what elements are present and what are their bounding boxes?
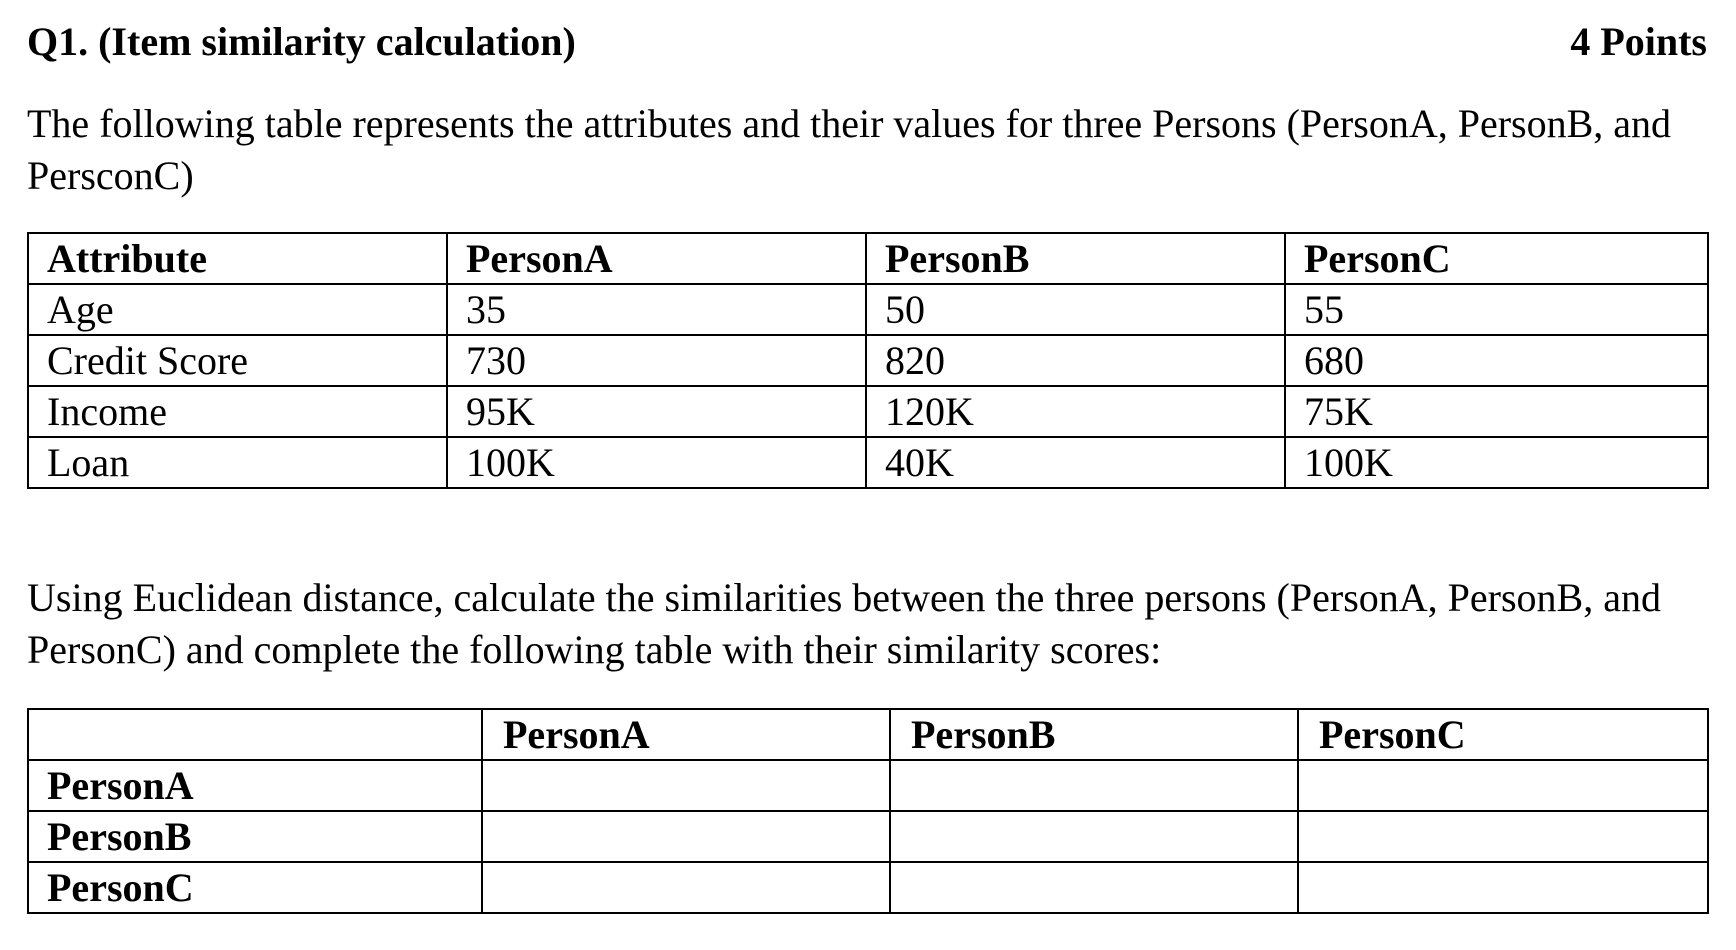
table-row xyxy=(28,437,1708,488)
instruction-paragraph: Using Euclidean distance, calculate the similarities between the three persons (PersonA, PersonB, and PersonC) and complete the following table with their similarity scores: xyxy=(27,575,1661,672)
question-points: 4 Points xyxy=(1570,19,1707,64)
table-header-row xyxy=(28,709,1708,760)
table-row xyxy=(28,335,1708,386)
similarity-score-cell[interactable] xyxy=(1298,760,1708,811)
table-row xyxy=(28,811,1708,862)
value-cell: 820 xyxy=(866,335,1285,386)
row-label-cell: PersonB xyxy=(28,811,482,862)
similarity-score-cell[interactable] xyxy=(890,811,1298,862)
header-cell: Attribute xyxy=(28,233,447,284)
header-cell: PersonC xyxy=(1285,233,1708,284)
similarity-score-cell[interactable] xyxy=(890,760,1298,811)
value-cell: 100K xyxy=(1285,437,1708,488)
header-cell: PersonA xyxy=(482,709,890,760)
header-cell: PersonA xyxy=(447,233,866,284)
row-label-cell: PersonA xyxy=(28,760,482,811)
similarity-score-cell[interactable] xyxy=(890,862,1298,913)
similarity-score-cell[interactable] xyxy=(1298,811,1708,862)
table-row xyxy=(28,386,1708,437)
value-cell: 50 xyxy=(866,284,1285,335)
attribute-cell: Age xyxy=(28,284,447,335)
value-cell: 55 xyxy=(1285,284,1708,335)
similarity-score-cell[interactable] xyxy=(1298,862,1708,913)
table-header-row xyxy=(28,233,1708,284)
table-row xyxy=(28,284,1708,335)
row-label-cell: PersonC xyxy=(28,862,482,913)
header-cell-empty xyxy=(28,709,482,760)
value-cell: 95K xyxy=(447,386,866,437)
attributes-table xyxy=(27,232,1709,489)
similarity-score-cell[interactable] xyxy=(482,760,890,811)
attribute-cell: Credit Score xyxy=(28,335,447,386)
value-cell: 680 xyxy=(1285,335,1708,386)
question-header xyxy=(27,16,1707,68)
value-cell: 100K xyxy=(447,437,866,488)
value-cell: 730 xyxy=(447,335,866,386)
header-cell: PersonB xyxy=(866,233,1285,284)
value-cell: 120K xyxy=(866,386,1285,437)
table-row xyxy=(28,760,1708,811)
question-title: Q1. (Item similarity calculation) xyxy=(27,19,576,64)
similarity-score-cell[interactable] xyxy=(482,811,890,862)
value-cell: 35 xyxy=(447,284,866,335)
attribute-cell: Loan xyxy=(28,437,447,488)
similarity-score-cell[interactable] xyxy=(482,862,890,913)
table-row xyxy=(28,862,1708,913)
header-cell: PersonB xyxy=(890,709,1298,760)
value-cell: 40K xyxy=(866,437,1285,488)
value-cell: 75K xyxy=(1285,386,1708,437)
similarity-table xyxy=(27,708,1709,914)
attribute-cell: Income xyxy=(28,386,447,437)
intro-paragraph: The following table represents the attributes and their values for three Persons (PersonA, PersonB, and PersconC) xyxy=(27,101,1672,198)
header-cell: PersonC xyxy=(1298,709,1708,760)
